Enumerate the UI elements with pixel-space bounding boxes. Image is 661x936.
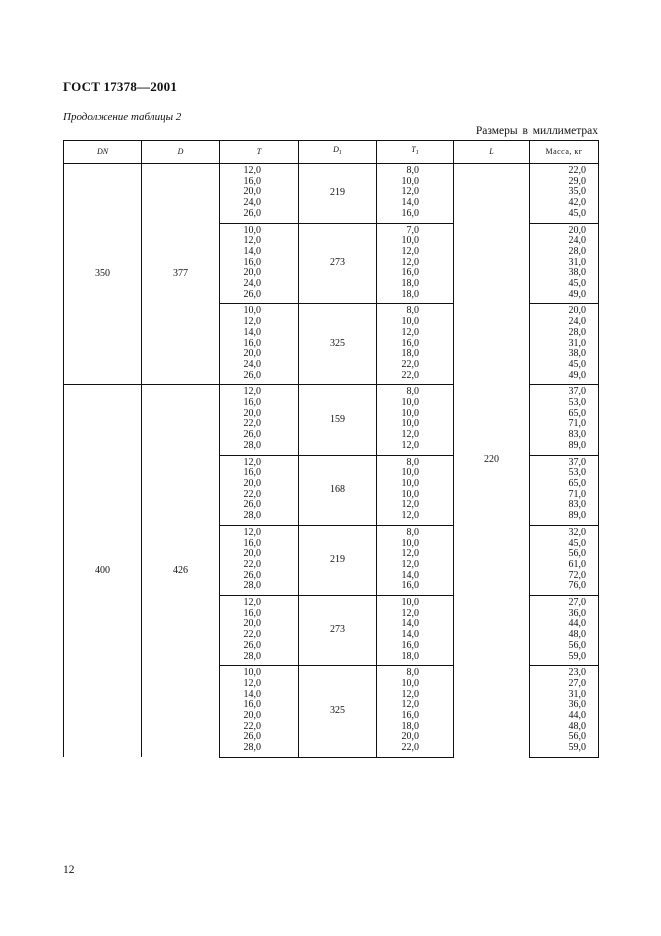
t1-value: 8,0 xyxy=(406,305,419,317)
units-note: Размеры в миллиметрах xyxy=(475,125,598,137)
mass-cell xyxy=(530,223,599,304)
t-value: 16,0 xyxy=(243,337,261,349)
d1-cell: 273 xyxy=(299,223,377,304)
t-value: 20,0 xyxy=(243,186,261,198)
mass-value: 72,0 xyxy=(568,569,586,581)
mass-value: 31,0 xyxy=(568,337,586,349)
t-value: 26,0 xyxy=(243,639,261,651)
t-value: 12,0 xyxy=(243,677,261,689)
t1-value: 10,0 xyxy=(401,235,419,247)
t1-value: 12,0 xyxy=(401,688,419,700)
t-value: 22,0 xyxy=(243,720,261,732)
mass-value: 28,0 xyxy=(568,245,586,257)
t-value: 10,0 xyxy=(243,305,261,317)
t-value: 14,0 xyxy=(243,245,261,257)
mass-value: 59,0 xyxy=(568,742,586,754)
d1-cell: 325 xyxy=(299,666,377,758)
mass-cell xyxy=(530,596,599,666)
mass-cell xyxy=(530,304,599,385)
t1-cell xyxy=(377,164,454,224)
dn-cell: 400 xyxy=(64,385,142,758)
mass-value: 89,0 xyxy=(568,510,586,522)
t1-value: 10,0 xyxy=(401,488,419,500)
t-cell xyxy=(220,525,299,595)
t-value: 10,0 xyxy=(243,224,261,236)
mass-list xyxy=(530,164,598,223)
l-cell: 220 xyxy=(454,164,530,758)
mass-value: 31,0 xyxy=(568,256,586,268)
t-value: 12,0 xyxy=(243,235,261,247)
t1-value: 20,0 xyxy=(401,731,419,743)
t-value: 14,0 xyxy=(243,326,261,338)
mass-value: 38,0 xyxy=(568,267,586,279)
t1-value: 16,0 xyxy=(401,337,419,349)
mass-value: 83,0 xyxy=(568,499,586,511)
t1-value: 12,0 xyxy=(401,429,419,441)
mass-value: 23,0 xyxy=(568,667,586,679)
page-number: 12 xyxy=(63,864,75,876)
t-value: 20,0 xyxy=(243,618,261,630)
t1-value: 18,0 xyxy=(401,348,419,360)
column-header-dn: DN xyxy=(64,141,142,164)
t-value: 24,0 xyxy=(243,197,261,209)
mass-value: 89,0 xyxy=(568,439,586,451)
t-value: 16,0 xyxy=(243,699,261,711)
t1-value: 12,0 xyxy=(401,499,419,511)
t-value: 26,0 xyxy=(243,207,261,219)
t-list xyxy=(220,666,298,757)
mass-value: 56,0 xyxy=(568,731,586,743)
t1-value: 18,0 xyxy=(401,720,419,732)
mass-value: 71,0 xyxy=(568,418,586,430)
t-value: 26,0 xyxy=(243,288,261,300)
t1-value: 14,0 xyxy=(401,197,419,209)
mass-value: 48,0 xyxy=(568,720,586,732)
t1-cell xyxy=(377,666,454,758)
mass-value: 29,0 xyxy=(568,175,586,187)
t-value: 28,0 xyxy=(243,650,261,662)
t-list xyxy=(220,596,298,665)
mass-value: 27,0 xyxy=(568,597,586,609)
t-value: 16,0 xyxy=(243,607,261,619)
t-cell xyxy=(220,304,299,385)
t-value: 20,0 xyxy=(243,548,261,560)
mass-list xyxy=(530,385,598,454)
t1-value: 7,0 xyxy=(406,224,419,236)
t1-value: 12,0 xyxy=(401,439,419,451)
t-value: 14,0 xyxy=(243,688,261,700)
t1-value: 18,0 xyxy=(401,650,419,662)
t1-value: 10,0 xyxy=(401,477,419,489)
mass-value: 56,0 xyxy=(568,639,586,651)
t-value: 28,0 xyxy=(243,580,261,592)
table-caption: Продолжение таблицы 2 xyxy=(63,111,182,123)
t1-value: 16,0 xyxy=(401,207,419,219)
t-list xyxy=(220,526,298,595)
t1-list xyxy=(377,456,453,525)
dimensions-table xyxy=(63,140,599,758)
t1-list xyxy=(377,164,453,223)
mass-list xyxy=(530,224,598,304)
t-list xyxy=(220,164,298,223)
column-header-t: T xyxy=(220,141,299,164)
t1-list xyxy=(377,304,453,384)
t1-value: 18,0 xyxy=(401,278,419,290)
t1-value: 14,0 xyxy=(401,629,419,641)
t-list xyxy=(220,456,298,525)
t-value: 26,0 xyxy=(243,369,261,381)
t1-list xyxy=(377,666,453,757)
mass-value: 71,0 xyxy=(568,488,586,500)
t-value: 26,0 xyxy=(243,499,261,511)
mass-value: 20,0 xyxy=(568,305,586,317)
mass-list xyxy=(530,666,598,757)
mass-value: 53,0 xyxy=(568,467,586,479)
t-value: 12,0 xyxy=(243,316,261,328)
t-list xyxy=(220,224,298,304)
t1-value: 12,0 xyxy=(401,245,419,257)
mass-value: 83,0 xyxy=(568,429,586,441)
t1-value: 14,0 xyxy=(401,618,419,630)
column-header-d1-label: D xyxy=(333,145,339,155)
t1-cell xyxy=(377,525,454,595)
mass-value: 28,0 xyxy=(568,326,586,338)
mass-value: 22,0 xyxy=(568,165,586,176)
t1-cell xyxy=(377,223,454,304)
t1-value: 16,0 xyxy=(401,267,419,279)
mass-value: 49,0 xyxy=(568,288,586,300)
t1-list xyxy=(377,385,453,454)
t1-value: 10,0 xyxy=(401,677,419,689)
t1-value: 22,0 xyxy=(401,358,419,370)
mass-value: 49,0 xyxy=(568,369,586,381)
t-value: 12,0 xyxy=(243,456,261,468)
mass-list xyxy=(530,304,598,384)
d1-cell: 219 xyxy=(299,164,377,224)
t-value: 24,0 xyxy=(243,358,261,370)
column-header-t1-label: T xyxy=(411,145,416,155)
t-value: 26,0 xyxy=(243,429,261,441)
mass-value: 53,0 xyxy=(568,397,586,409)
d-cell: 377 xyxy=(142,164,220,385)
mass-cell xyxy=(530,385,599,455)
t1-value: 8,0 xyxy=(406,456,419,468)
d1-cell: 219 xyxy=(299,525,377,595)
t-value: 16,0 xyxy=(243,537,261,549)
t1-value: 12,0 xyxy=(401,326,419,338)
t-list xyxy=(220,385,298,454)
mass-value: 35,0 xyxy=(568,186,586,198)
mass-value: 31,0 xyxy=(568,688,586,700)
mass-cell xyxy=(530,455,599,525)
mass-value: 61,0 xyxy=(568,558,586,570)
mass-value: 36,0 xyxy=(568,699,586,711)
t-value: 16,0 xyxy=(243,256,261,268)
t-value: 20,0 xyxy=(243,348,261,360)
t-value: 28,0 xyxy=(243,510,261,522)
t-cell xyxy=(220,596,299,666)
table-row xyxy=(64,164,599,224)
mass-value: 37,0 xyxy=(568,456,586,468)
t-value: 12,0 xyxy=(243,597,261,609)
mass-cell xyxy=(530,666,599,758)
t-cell xyxy=(220,164,299,224)
dimensions-table-wrapper xyxy=(63,140,598,855)
mass-list xyxy=(530,526,598,595)
t1-value: 16,0 xyxy=(401,580,419,592)
t-value: 16,0 xyxy=(243,467,261,479)
mass-value: 76,0 xyxy=(568,580,586,592)
mass-value: 44,0 xyxy=(568,710,586,722)
t1-cell xyxy=(377,304,454,385)
t-value: 22,0 xyxy=(243,558,261,570)
t1-value: 8,0 xyxy=(406,667,419,679)
t-value: 20,0 xyxy=(243,267,261,279)
column-header-t1 xyxy=(377,141,454,164)
table-header-row xyxy=(64,141,599,164)
t1-value: 14,0 xyxy=(401,569,419,581)
t1-cell xyxy=(377,385,454,455)
t-value: 16,0 xyxy=(243,175,261,187)
t-cell xyxy=(220,223,299,304)
t1-value: 12,0 xyxy=(401,548,419,560)
t-cell xyxy=(220,666,299,758)
mass-value: 27,0 xyxy=(568,677,586,689)
t1-list xyxy=(377,596,453,665)
t-value: 22,0 xyxy=(243,629,261,641)
mass-cell xyxy=(530,164,599,224)
mass-value: 20,0 xyxy=(568,224,586,236)
mass-list xyxy=(530,596,598,665)
t-value: 26,0 xyxy=(243,731,261,743)
t1-value: 12,0 xyxy=(401,699,419,711)
t1-value: 8,0 xyxy=(406,526,419,538)
d1-cell: 273 xyxy=(299,596,377,666)
mass-value: 48,0 xyxy=(568,629,586,641)
t-cell xyxy=(220,385,299,455)
t1-cell xyxy=(377,596,454,666)
t1-list xyxy=(377,526,453,595)
t1-value: 8,0 xyxy=(406,386,419,398)
t1-value: 10,0 xyxy=(401,537,419,549)
d-cell: 426 xyxy=(142,385,220,758)
t1-value: 18,0 xyxy=(401,288,419,300)
t-value: 22,0 xyxy=(243,488,261,500)
t-value: 22,0 xyxy=(243,418,261,430)
d1-cell: 168 xyxy=(299,455,377,525)
t1-value: 12,0 xyxy=(401,256,419,268)
t-value: 12,0 xyxy=(243,386,261,398)
dn-cell: 350 xyxy=(64,164,142,385)
mass-value: 37,0 xyxy=(568,386,586,398)
t1-value: 16,0 xyxy=(401,710,419,722)
t1-value: 10,0 xyxy=(401,397,419,409)
t1-value: 10,0 xyxy=(401,467,419,479)
t-value: 12,0 xyxy=(243,526,261,538)
mass-value: 45,0 xyxy=(568,207,586,219)
mass-value: 24,0 xyxy=(568,235,586,247)
t1-cell xyxy=(377,455,454,525)
t-value: 28,0 xyxy=(243,439,261,451)
column-header-l: L xyxy=(454,141,530,164)
mass-value: 24,0 xyxy=(568,316,586,328)
t-value: 26,0 xyxy=(243,569,261,581)
t1-value: 22,0 xyxy=(401,369,419,381)
t1-value: 10,0 xyxy=(401,418,419,430)
t-value: 20,0 xyxy=(243,710,261,722)
mass-value: 42,0 xyxy=(568,197,586,209)
t-cell xyxy=(220,455,299,525)
t-value: 28,0 xyxy=(243,742,261,754)
mass-value: 32,0 xyxy=(568,526,586,538)
t-value: 20,0 xyxy=(243,477,261,489)
d1-cell: 325 xyxy=(299,304,377,385)
mass-value: 45,0 xyxy=(568,278,586,290)
t1-value: 12,0 xyxy=(401,510,419,522)
mass-value: 45,0 xyxy=(568,537,586,549)
mass-value: 36,0 xyxy=(568,607,586,619)
mass-value: 56,0 xyxy=(568,548,586,560)
t-value: 24,0 xyxy=(243,278,261,290)
mass-value: 45,0 xyxy=(568,358,586,370)
t-value: 10,0 xyxy=(243,667,261,679)
t1-list xyxy=(377,224,453,304)
d1-cell: 159 xyxy=(299,385,377,455)
mass-value: 38,0 xyxy=(568,348,586,360)
t1-value: 10,0 xyxy=(401,407,419,419)
t-list xyxy=(220,304,298,384)
t1-value: 12,0 xyxy=(401,607,419,619)
t-value: 16,0 xyxy=(243,397,261,409)
column-header-d1 xyxy=(299,141,377,164)
mass-value: 65,0 xyxy=(568,407,586,419)
column-header-mass: Масса, кг xyxy=(530,141,599,164)
column-header-d: D xyxy=(142,141,220,164)
mass-value: 65,0 xyxy=(568,477,586,489)
t1-value: 12,0 xyxy=(401,558,419,570)
t1-value: 16,0 xyxy=(401,639,419,651)
t1-value: 22,0 xyxy=(401,742,419,754)
t1-value: 10,0 xyxy=(401,597,419,609)
mass-value: 44,0 xyxy=(568,618,586,630)
t1-value: 12,0 xyxy=(401,186,419,198)
t1-value: 8,0 xyxy=(406,165,419,176)
t1-value: 10,0 xyxy=(401,316,419,328)
t1-value: 10,0 xyxy=(401,175,419,187)
mass-list xyxy=(530,456,598,525)
mass-cell xyxy=(530,525,599,595)
column-header-t1-subscript: 1 xyxy=(415,150,419,157)
t-value: 20,0 xyxy=(243,407,261,419)
column-header-d1-subscript: 1 xyxy=(338,150,342,157)
document-header: ГОСТ 17378—2001 xyxy=(63,79,178,94)
mass-value: 59,0 xyxy=(568,650,586,662)
t-value: 12,0 xyxy=(243,165,261,176)
